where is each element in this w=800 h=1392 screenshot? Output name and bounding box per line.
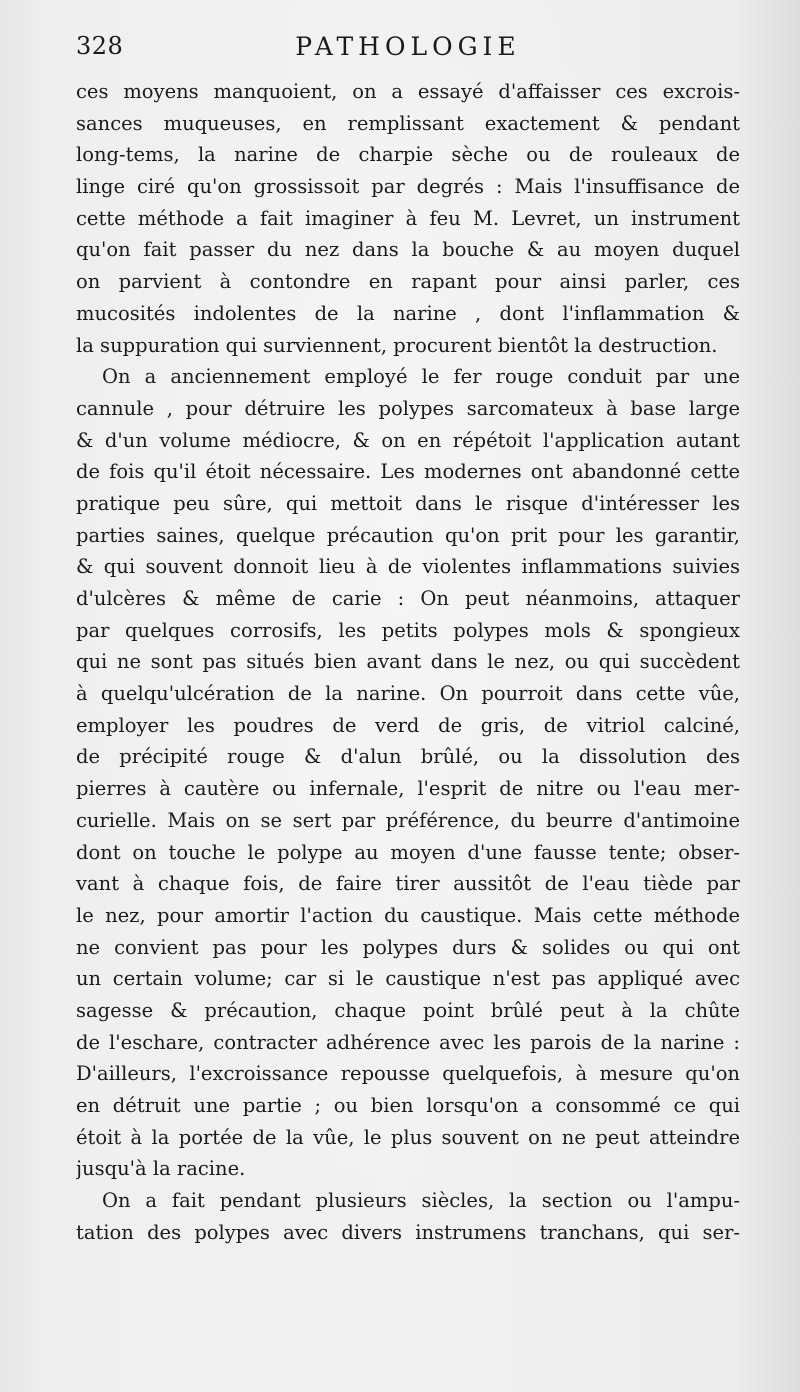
text-line: un certain volume; car si le caustique n'est pas appliqué avec — [76, 967, 740, 991]
text-line: d'ulcères & même de carie : On peut néanmoins, attaquer — [76, 587, 740, 610]
text-line: de fois qu'il étoit nécessaire. Les modernes ont abandonné cette — [76, 460, 740, 484]
text-line: & d'un volume médiocre, & on en répétoit l'application autant — [76, 428, 740, 452]
text-line: qu'on fait passer du nez dans la bouche & au moyen duquel — [76, 238, 740, 262]
paragraph — [76, 1185, 740, 1248]
text-line: On a anciennement employé le fer rouge conduit par une — [102, 365, 740, 389]
text-line: pierres à cautère ou infernale, l'esprit de nitre ou l'eau mer- — [76, 777, 740, 801]
text-line: parties saines, quelque précaution qu'on prit pour les garantir, — [76, 523, 740, 547]
text-line: cannule , pour détruire les polypes sarcomateux à base large — [76, 396, 740, 420]
text-line: étoit à la portée de la vûe, le plus souvent on ne peut atteindre — [76, 1125, 740, 1149]
text-line: en détruit une partie ; ou bien lorsqu'on a consommé ce qui — [76, 1094, 740, 1117]
text-line: le nez, pour amortir l'action du caustique. Mais cette méthode — [76, 903, 740, 927]
text-line: cette méthode a fait imaginer à feu M. Levret, un instrument — [76, 206, 740, 230]
text-line: curielle. Mais on se sert par préférence, du beurre d'antimoine — [76, 808, 740, 832]
text-line: employer les poudres de verd de gris, de vitriol calciné, — [76, 713, 740, 737]
running-title: PATHOLOGIE — [295, 32, 521, 61]
text-line: dont on touche le polype au moyen d'une fausse tente; obser- — [76, 840, 740, 864]
text-line: sagesse & précaution, chaque point brûlé peut à la chûte — [76, 998, 740, 1022]
text-line: on parvient à contondre en rapant pour ainsi parler, ces — [76, 270, 740, 294]
text-line: pratique peu sûre, qui mettoit dans le risque d'intéresser les — [76, 491, 740, 515]
text-line: la suppuration qui surviennent, procurent bientôt la destruction. — [76, 333, 718, 357]
text-line: à quelqu'ulcération de la narine. On pourroit dans cette vûe, — [76, 682, 740, 706]
text-line: jusqu'à la racine. — [76, 1157, 246, 1181]
page-number: 328 — [76, 32, 124, 60]
text-line: qui ne sont pas situés bien avant dans le nez, ou qui succèdent — [76, 650, 740, 674]
text-line: de l'eschare, contracter adhérence avec les parois de la narine : — [76, 1030, 740, 1054]
text-line: & qui souvent donnoit lieu à de violentes inflammations suivies — [76, 555, 740, 579]
text-line: par quelques corrosifs, les petits polypes mols & spongieux — [76, 618, 740, 642]
text-line: mucosités indolentes de la narine , dont l'inflammation & — [76, 301, 740, 325]
text-line: de précipité rouge & d'alun brûlé, ou la dissolution des — [76, 745, 740, 769]
page-header — [76, 32, 740, 66]
text-line: tation des polypes avec divers instrumens tranchans, qui ser- — [76, 1220, 740, 1244]
text-line: D'ailleurs, l'excroissance repousse quelquefois, à mesure qu'on — [76, 1062, 740, 1086]
paragraph — [76, 361, 740, 1185]
text-line: vant à chaque fois, de faire tirer aussitôt de l'eau tiède par — [76, 872, 740, 896]
body-text — [76, 76, 740, 1248]
text-line: long-tems, la narine de charpie sèche ou de rouleaux de — [76, 143, 740, 167]
text-line: On a fait pendant plusieurs siècles, la section ou l'ampu- — [102, 1189, 740, 1213]
text-line: linge ciré qu'on grossissoit par degrés : Mais l'insuffisance de — [76, 175, 740, 199]
paragraph — [76, 76, 740, 361]
text-line: ces moyens manquoient, on a essayé d'affaisser ces excrois- — [76, 80, 740, 103]
text-line: sances muqueuses, en remplissant exactement & pendant — [76, 111, 740, 135]
text-line: ne convient pas pour les polypes durs & solides ou qui ont — [76, 935, 740, 959]
